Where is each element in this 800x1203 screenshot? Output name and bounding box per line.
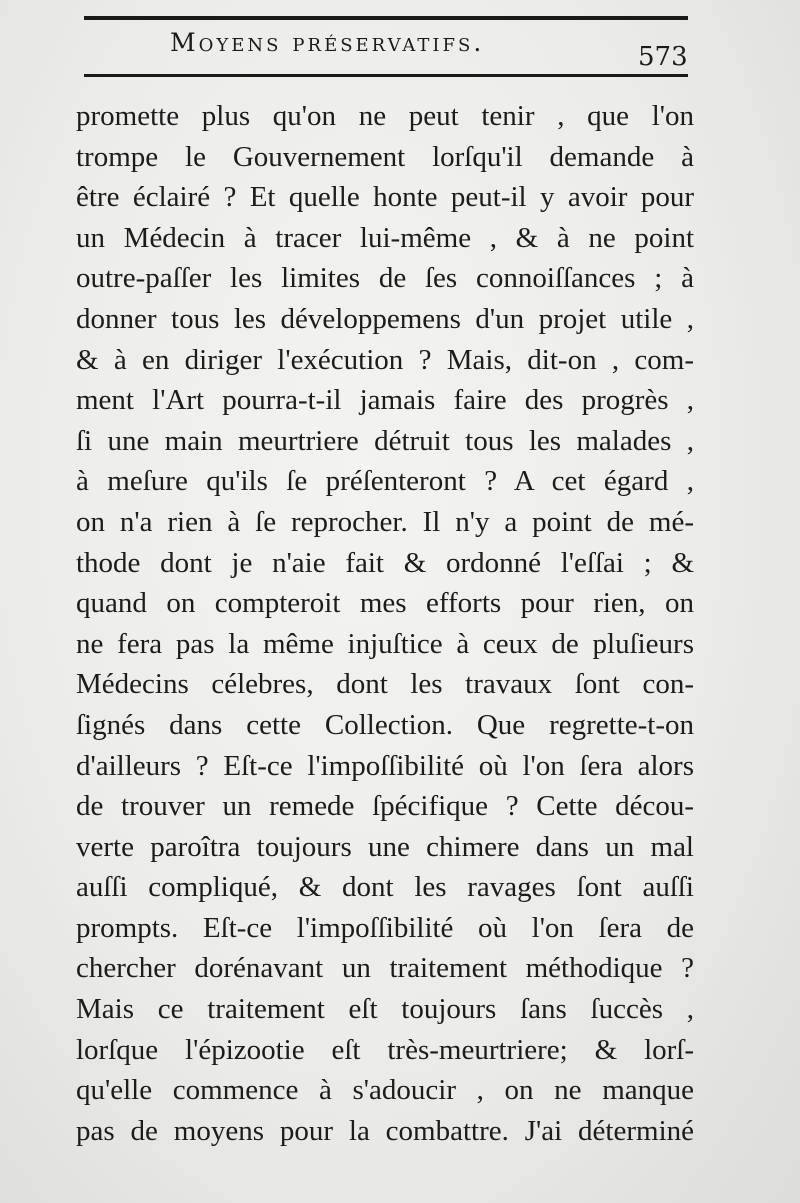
text-line: thode dont je n'aie fait & ordonné l'eſſai ; & [76, 546, 694, 579]
running-head: Moyens préservatifs. [170, 28, 485, 57]
text-line: pas de moyens pour la combattre. J'ai déterminé [76, 1114, 694, 1147]
text-line: Médecins célebres, dont les travaux ſont con- [76, 668, 694, 701]
text-line: un Médecin à tracer lui-même , & à ne point [76, 221, 694, 254]
text-line: ment l'Art pourra-t-il jamais faire des progrès , [76, 384, 694, 417]
text-line: ſi une main meurtriere détruit tous les malades , [76, 424, 694, 457]
text-line: d'ailleurs ? Eſt-ce l'impoſſibilité où l'on ſera alors [76, 749, 694, 782]
page-number: 573 [638, 42, 688, 72]
header-bottom-rule [84, 74, 688, 77]
text-line: & à en diriger l'exécution ? Mais, dit-on , com- [76, 343, 694, 376]
text-line: lorſque l'épizootie eſt très-meurtriere; & lorſ- [76, 1033, 694, 1066]
text-line: donner tous les développemens d'un projet utile , [76, 302, 694, 335]
text-line: Mais ce traitement eſt toujours ſans ſuccès , [76, 993, 694, 1026]
text-line: ſignés dans cette Collection. Que regrette-t-on [76, 708, 694, 741]
text-line: qu'elle commence à s'adoucir , on ne manque [76, 1074, 694, 1107]
text-line: outre-paſſer les limites de ſes connoiſſances ; à [76, 262, 694, 295]
text-line: verte paroîtra toujours une chimere dans un mal [76, 830, 694, 863]
text-line: à meſure qu'ils ſe préſenteront ? A cet égard , [76, 465, 694, 498]
text-line: quand on compteroit mes efforts pour rien, on [76, 587, 694, 620]
text-line: prompts. Eſt-ce l'impoſſibilité où l'on ſera de [76, 911, 694, 944]
text-line: chercher dorénavant un traitement méthodique ? [76, 952, 694, 985]
header-top-rule [84, 16, 688, 20]
body-text [76, 96, 694, 1151]
text-line: être éclairé ? Et quelle honte peut-il y avoir pour [76, 181, 694, 214]
text-line: ne fera pas la même injuſtice à ceux de pluſieurs [76, 627, 694, 660]
text-line: auſſi compliqué, & dont les ravages ſont auſſi [76, 871, 694, 904]
text-line: promette plus qu'on ne peut tenir , que l'on [76, 100, 694, 132]
text-line: de trouver un remede ſpécifique ? Cette décou- [76, 790, 694, 823]
text-line: trompe le Gouvernement lorſqu'il demande à [76, 140, 694, 173]
text-line: on n'a rien à ſe reprocher. Il n'y a point de mé- [76, 505, 694, 538]
